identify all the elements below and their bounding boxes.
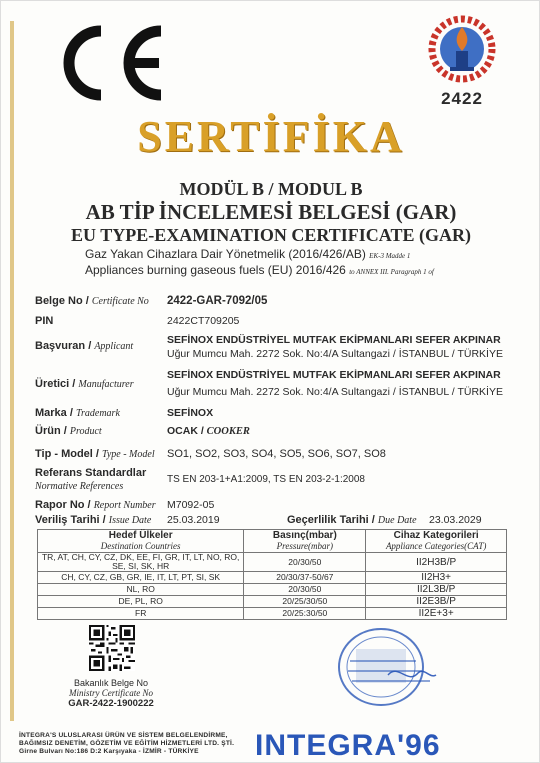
row-pressure: 20/25:30/50 — [244, 608, 366, 620]
certificate-title: SERTİFİKA — [137, 112, 405, 161]
footer-line-3: Girne Bulvarı No:186 D:2 Karşıyaka - İZMİR - TÜRKİYE — [19, 748, 199, 755]
report-label: Rapor No / Report Number — [35, 499, 156, 511]
certificate-no-label: Belge No / Certificate No — [35, 295, 149, 307]
row-pressure: 20/25/30/50 — [244, 596, 366, 608]
footer-line-2: BAĞIMSIZ DENETİM, GÖZETİM VE EĞİTİM HİZMETLERİ LTD. ŞTİ. — [19, 740, 235, 747]
trademark-value: SEFİNOX — [167, 407, 214, 419]
row-pressure: 20/30/50 — [244, 553, 366, 572]
row-countries: TR, AT, CH, CY, CZ, DK, EE, FI, GR, IT, LT, NO, RO, SE, SI, SK, HR — [38, 553, 244, 572]
trademark-label: Marka / Trademark — [35, 407, 120, 419]
norm-label: Referans Standardlar — [35, 467, 147, 479]
ce-mark-icon — [43, 23, 173, 103]
row-category: II2H3B/P — [366, 553, 507, 572]
qr-code-icon[interactable] — [89, 625, 135, 671]
manufacturer-address: Uğur Mumcu Mah. 2272 Sok. No:4/A Sultangazi / İSTANBUL / TÜRKİYE — [167, 386, 503, 398]
report-value: M7092-05 — [167, 499, 215, 511]
ministry-label-en: Ministry Certificate No — [69, 688, 153, 698]
en-title: EU TYPE-EXAMINATION CERTIFICATE (GAR) — [71, 225, 471, 245]
pin-value: 2422CT709205 — [167, 315, 240, 327]
footer-line-1: İNTEGRA'S ULUSLARASI ÜRÜN VE SİSTEM BELGELENDİRME, — [19, 732, 228, 739]
issue-date-label: Veriliş Tarihi / Issue Date — [35, 514, 152, 526]
integra-logo-text: INTEGRA'96 — [255, 729, 441, 758]
row-category: II2L3B/P — [366, 584, 507, 596]
applicant-name: SEFİNOX ENDÜSTRİYEL MUTFAK EKİPMANLARI SEFER AKPINAR — [167, 334, 501, 346]
categories-table — [37, 529, 507, 620]
notified-body-number: 2422 — [441, 89, 483, 108]
table-row — [38, 608, 507, 620]
regulation-en: Appliances burning gaseous fuels (EU) 2016/426 to ANNEX III. Paragraph 1 of — [85, 263, 434, 277]
product-value: OCAK / COOKER — [167, 425, 250, 437]
ministry-value: GAR-2422-1900222 — [68, 698, 154, 709]
norm-value: TS EN 203-1+A1:2009, TS EN 203-2-1:2008 — [167, 474, 365, 485]
pin-label: PIN — [35, 315, 54, 327]
row-countries: FR — [38, 608, 244, 620]
header-category: Cihaz Kategorileri Appliance Categories(CAT) — [366, 530, 507, 553]
row-category: II2H3+ — [366, 572, 507, 584]
official-stamp-icon — [326, 627, 446, 713]
due-date-label: Geçerlilik Tarihi / Due Date — [287, 514, 417, 526]
row-pressure: 20/30/37-50/67 — [244, 572, 366, 584]
notified-body-emblem-icon — [419, 13, 505, 83]
type-model-value: SO1, SO2, SO3, SO4, SO5, SO6, SO7, SO8 — [167, 448, 386, 460]
regulation-tr: Gaz Yakan Cihazlara Dair Yönetmelik (2016/426/AB) EK-3 Madde 1 — [85, 247, 411, 261]
ministry-label: Bakanlık Belge No — [73, 678, 149, 688]
type-model-label: Tip - Model / Type - Model — [35, 448, 155, 460]
manufacturer-label: Üretici / Manufacturer — [35, 378, 134, 390]
table-row — [38, 553, 507, 572]
product-label: Ürün / Product — [35, 425, 102, 437]
row-countries: NL, RO — [38, 584, 244, 596]
header-destination: Hedef Ülkeler Destination Countries — [38, 530, 244, 553]
header-pressure: Basınç(mbar) Pressure(mbar) — [244, 530, 366, 553]
row-category: II2E3B/P — [366, 596, 507, 608]
footer-company — [19, 732, 234, 756]
due-date-value: 23.03.2029 — [429, 514, 482, 526]
module-line: MODÜL B / MODUL B — [179, 179, 363, 199]
issue-date-value: 25.03.2019 — [167, 514, 220, 526]
manufacturer-name: SEFİNOX ENDÜSTRİYEL MUTFAK EKİPMANLARI SEFER AKPINAR — [167, 369, 501, 381]
ministry-certificate-block — [51, 678, 171, 709]
applicant-address: Uğur Mumcu Mah. 2272 Sok. No:4/A Sultangazi / İSTANBUL / TÜRKİYE — [167, 348, 503, 360]
row-countries: DE, PL, RO — [38, 596, 244, 608]
table-row — [38, 572, 507, 584]
norm-label-en: Normative References — [35, 481, 124, 492]
tr-title: AB TİP İNCELEMESİ BELGESİ (GAR) — [85, 200, 457, 224]
certificate-no-value: 2422-GAR-7092/05 — [167, 295, 268, 307]
row-category: II2E+3+ — [366, 608, 507, 620]
table-row — [38, 584, 507, 596]
table-header-row — [38, 530, 507, 553]
applicant-label: Başvuran / Applicant — [35, 340, 134, 352]
integra-logo-icon — [253, 728, 523, 758]
row-pressure: 20/30/50 — [244, 584, 366, 596]
row-countries: CH, CY, CZ, GB, GR, IE, IT, LT, PT, SI, SK — [38, 572, 244, 584]
table-row — [38, 596, 507, 608]
